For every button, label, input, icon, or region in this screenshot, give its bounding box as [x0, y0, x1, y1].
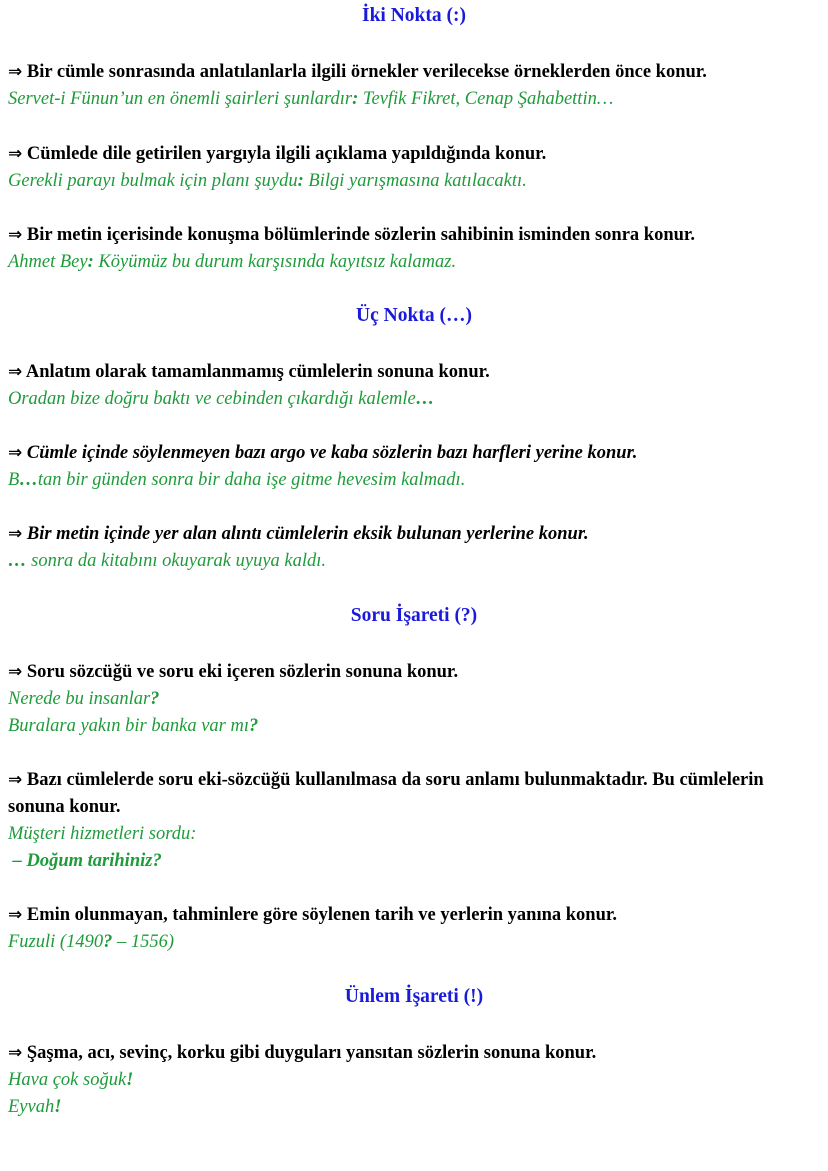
- section-title-soru-isareti: Soru İşareti (?): [350, 605, 478, 626]
- rule-4-1: ⇒ Şaşma, acı, sevinç, korku gibi duyguları yansıtan sözlerin sonuna konur.: [8, 1043, 597, 1063]
- example-1-1: Servet-i Fünun’un en önemli şairleri şunlardır: Tevfik Fikret, Cenap Şahabettin…: [8, 89, 614, 109]
- rule-2-2: ⇒ Cümle içinde söylenmeyen bazı argo ve kaba sözlerin bazı harfleri yerine konur.: [8, 443, 638, 463]
- section-title-uc-nokta: Üç Nokta (…): [356, 305, 472, 326]
- example-2-2: B…tan bir günden sonra bir daha işe gitme hevesim kalmadı.: [8, 470, 466, 490]
- double-arrow-icon: ⇒: [8, 362, 23, 382]
- double-arrow-icon: ⇒: [8, 443, 23, 463]
- double-arrow-icon: ⇒: [8, 770, 23, 790]
- example-2-3: … sonra da kitabını okuyarak uyuya kaldı.: [8, 551, 327, 571]
- example-4-1a: Hava çok soğuk!: [8, 1070, 134, 1090]
- example-2-1: Oradan bize doğru baktı ve cebinden çıkardığı kalemle…: [8, 389, 435, 409]
- double-arrow-icon: ⇒: [8, 144, 23, 164]
- example-3-1b: Buralara yakın bir banka var mı?: [8, 716, 259, 736]
- section-title-unlem-isareti: Ünlem İşareti (!): [344, 986, 484, 1007]
- rule-1-2: ⇒ Cümlede dile getirilen yargıyla ilgili açıklama yapıldığında konur.: [8, 144, 547, 164]
- double-arrow-icon: ⇒: [8, 524, 23, 544]
- rule-3-3: ⇒ Emin olunmayan, tahminlere göre söylenen tarih ve yerlerin yanına konur.: [8, 905, 618, 925]
- double-arrow-icon: ⇒: [8, 1043, 23, 1063]
- double-arrow-icon: ⇒: [8, 662, 23, 682]
- example-4-1b: Eyvah!: [8, 1097, 62, 1117]
- rule-3-1: ⇒ Soru sözcüğü ve soru eki içeren sözlerin sonuna konur.: [8, 662, 459, 682]
- rule-1-1: ⇒ Bir cümle sonrasında anlatılanlarla ilgili örnekler verilecekse örneklerden önce konur.: [8, 62, 707, 82]
- rule-2-3: ⇒ Bir metin içinde yer alan alıntı cümlelerin eksik bulunan yerlerine konur.: [8, 524, 589, 544]
- rule-2-1: ⇒ Anlatım olarak tamamlanmamış cümlelerin sonuna konur.: [8, 362, 490, 382]
- rule-3-2-line1: ⇒ Bazı cümlelerde soru eki-sözcüğü kullanılmasa da soru anlamı bulunmaktadır. Bu cümlelerin: [8, 770, 764, 790]
- double-arrow-icon: ⇒: [8, 62, 23, 82]
- section-title-iki-nokta: İki Nokta (:): [361, 5, 466, 26]
- double-arrow-icon: ⇒: [8, 905, 23, 925]
- example-3-2b: – Doğum tarihiniz?: [8, 851, 162, 871]
- example-3-2a: Müşteri hizmetleri sordu:: [8, 824, 197, 844]
- example-1-2: Gerekli parayı bulmak için planı şuydu: Bilgi yarışmasına katılacaktı.: [8, 171, 527, 191]
- example-3-1a: Nerede bu insanlar?: [8, 689, 160, 709]
- example-1-3: Ahmet Bey: Köyümüz bu durum karşısında kayıtsız kalamaz.: [8, 252, 457, 272]
- example-3-3: Fuzuli (1490? – 1556): [8, 932, 174, 952]
- double-arrow-icon: ⇒: [8, 225, 23, 245]
- rule-1-3: ⇒ Bir metin içerisinde konuşma bölümlerinde sözlerin sahibinin isminden sonra konur.: [8, 225, 696, 245]
- rule-3-2-line2: sonuna konur.: [8, 797, 121, 817]
